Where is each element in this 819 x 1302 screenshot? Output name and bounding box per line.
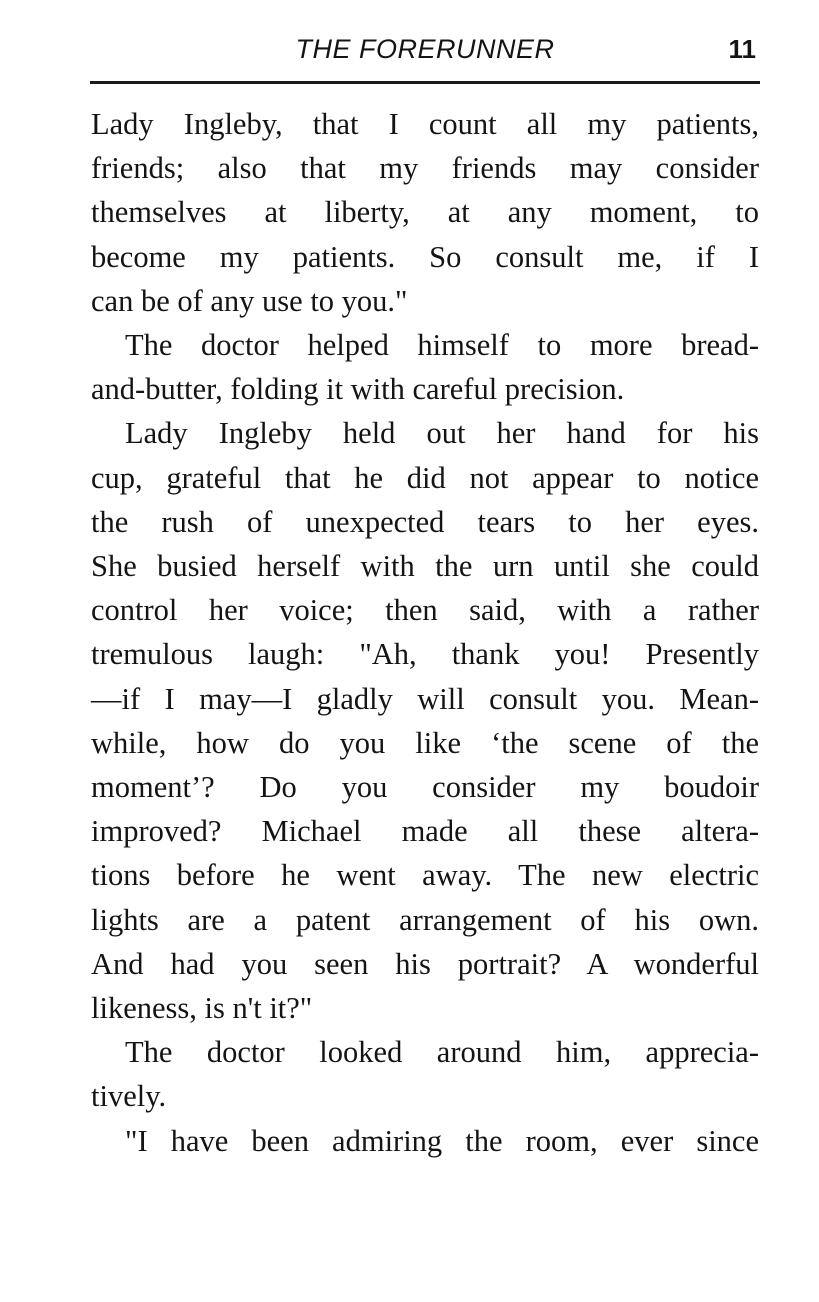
text-line: friends; also that my friends may consider bbox=[91, 151, 759, 186]
text-line: and-butter, folding it with careful precision. bbox=[91, 372, 625, 407]
text-line: moment’? Do you consider my boudoir bbox=[91, 770, 759, 805]
text-line: lights are a patent arrangement of his own. bbox=[91, 902, 759, 937]
text-line: likeness, is n't it?" bbox=[91, 991, 313, 1026]
text-line: She busied herself with the urn until she could bbox=[91, 549, 759, 584]
text-line: themselves at liberty, at any moment, to bbox=[91, 195, 759, 230]
text-line: control her voice; then said, with a rather bbox=[91, 593, 759, 628]
text-line: tively. bbox=[91, 1079, 167, 1114]
text-line: can be of any use to you." bbox=[91, 283, 408, 318]
text-line: And had you seen his portrait? A wonderful bbox=[91, 946, 759, 981]
text-line: Lady Ingleby, that I count all my patients, bbox=[91, 107, 759, 141]
header-rule bbox=[90, 81, 760, 84]
text-line: while, how do you like ‘the scene of the bbox=[91, 725, 759, 760]
running-title: THE FORERUNNER bbox=[295, 34, 555, 64]
text-line: Lady Ingleby held out her hand for his bbox=[125, 416, 759, 451]
text-line: cup, grateful that he did not appear to notice bbox=[91, 460, 759, 495]
text-line: improved? Michael made all these altera- bbox=[91, 814, 759, 849]
text-line: The doctor looked around him, apprecia- bbox=[125, 1035, 759, 1070]
page-number: 11 bbox=[728, 34, 756, 64]
text-line: tremulous laugh: "Ah, thank you! Presently bbox=[91, 637, 759, 672]
text-line: tions before he went away. The new electric bbox=[91, 858, 759, 893]
text-line: "I have been admiring the room, ever since bbox=[125, 1123, 759, 1158]
text-line: the rush of unexpected tears to her eyes. bbox=[91, 504, 759, 539]
text-line: The doctor helped himself to more bread- bbox=[125, 328, 759, 363]
text-line: —if I may—I gladly will consult you. Mean- bbox=[91, 681, 759, 716]
body-text bbox=[91, 102, 759, 1163]
text-line: become my patients. So consult me, if I bbox=[91, 239, 759, 274]
running-head bbox=[90, 30, 760, 74]
